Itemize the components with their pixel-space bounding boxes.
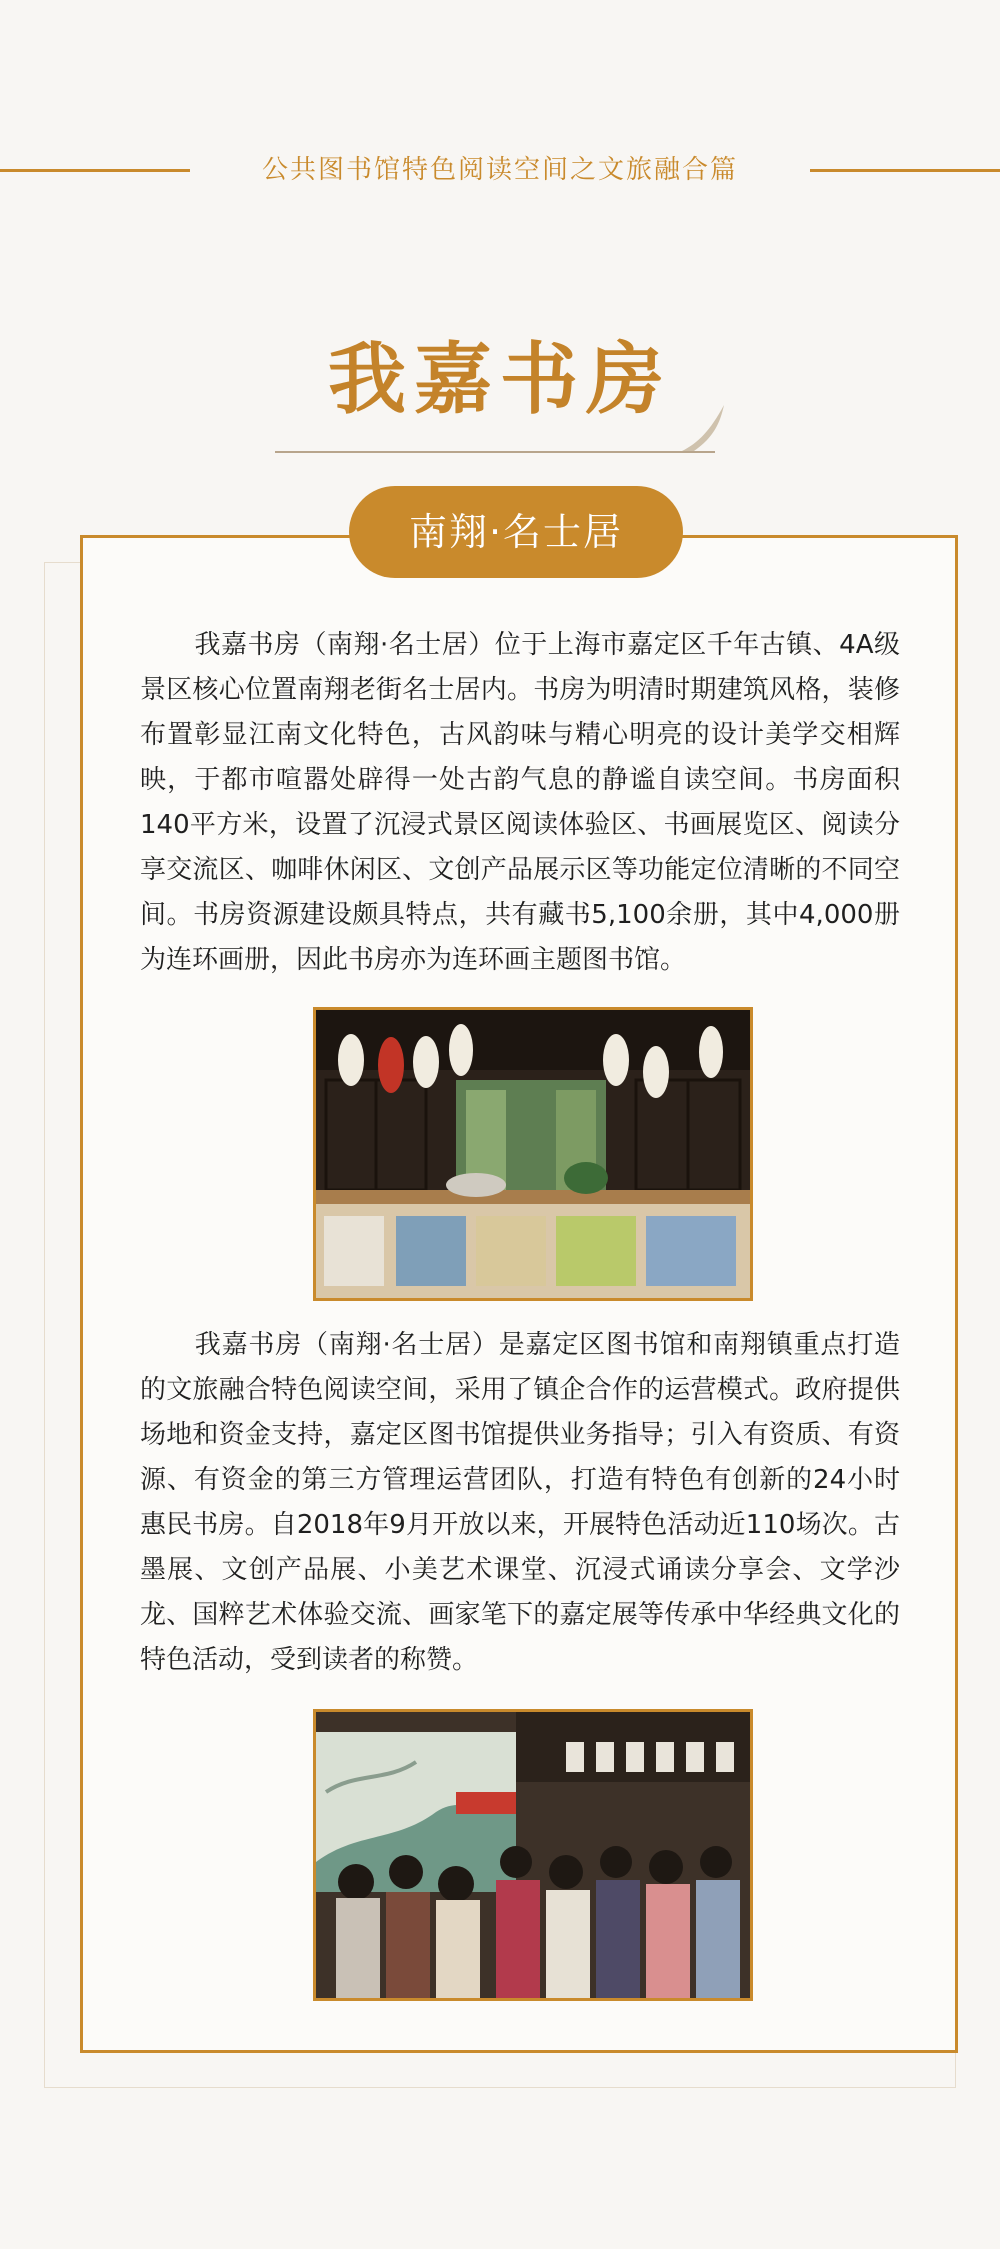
series-title: 公共图书馆特色阅读空间之文旅融合篇 xyxy=(261,155,738,185)
page-title: 我嘉书房 xyxy=(327,335,672,425)
paragraph-intro xyxy=(140,623,900,983)
header-rule-left xyxy=(0,169,190,172)
photo-event-audience xyxy=(313,1709,753,2001)
paragraph-operations-text: 我嘉书房（南翔·名士居）是嘉定区图书馆和南翔镇重点打造的文旅融合特色阅读空间，采用了镇企合作的运营模式。政府提供场地和资金支持，嘉定区图书馆提供业务指导；引入有资质、有资源、有资金的第三方管理运营团队，打造有特色有创新的24小时惠民书房。自2018年9月开放以来，开展特色活动近110场次。古墨展、文创产品展、小美艺术课堂、沉浸式诵读分享会、文学沙龙、国粹艺术体验交流、画家笔下的嘉定展等传承中华经典文化的特色活动，受到读者的称赞。 xyxy=(140,1330,900,1675)
photo-reading-room xyxy=(313,1007,753,1301)
header-rule-right xyxy=(810,169,1000,172)
series-header xyxy=(0,150,1000,190)
brush-flourish-icon xyxy=(680,403,728,453)
paragraph-operations xyxy=(140,1323,900,1683)
subtitle-badge: 南翔·名士居 xyxy=(349,486,683,578)
title-underline xyxy=(275,451,715,453)
paragraph-intro-text: 我嘉书房（南翔·名士居）位于上海市嘉定区千年古镇、4A级景区核心位置南翔老街名士居内。书房为明清时期建筑风格，装修布置彰显江南文化特色，古风韵味与精心明亮的设计美学交相辉映，于都市喧嚣处辟得一处古韵气息的静谧自读空间。书房面积140平方米，设置了沉浸式景区阅读体验区、书画展览区、阅读分享交流区、咖啡休闲区、文创产品展示区等功能定位清晰的不同空间。书房资源建设颇具特点，共有藏书5,100余册，其中4,000册为连环画册，因此书房亦为连环画主题图书馆。 xyxy=(140,630,900,975)
